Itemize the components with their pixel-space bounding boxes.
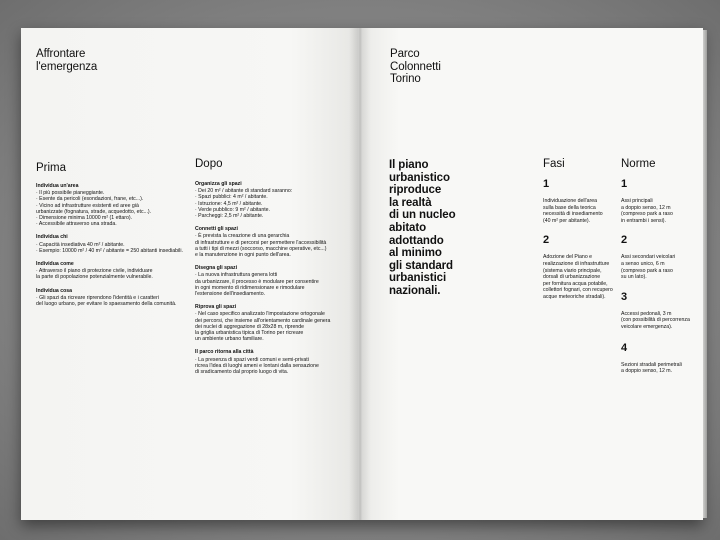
section-line: · È prevista la creazione di una gerarchia: [195, 233, 290, 240]
step-line: Adozione del Piano e: [543, 254, 593, 261]
step-line: (con possibilità di percorrenza: [621, 317, 690, 324]
section-line: la griglia urbanistica tipica di Torino per ricreare: [195, 330, 304, 337]
statement-line: la realtà: [389, 196, 432, 209]
section-line: · Accessibile attraverso una strada.: [36, 221, 117, 228]
section-title: Riprova gli spazi: [195, 304, 237, 311]
section-title: Disegna gli spazi: [195, 265, 238, 272]
section-line: · Attraverso il piano di protezione civile, individuare: [36, 268, 153, 275]
statement-line: di un nucleo: [389, 209, 456, 222]
title-line: Affrontare: [36, 48, 86, 60]
text-section: [195, 265, 350, 297]
section-line: · Dimensione minima 10000 m² (1 ettaro).: [36, 215, 133, 222]
step-line: a doppio senso, 12 m: [621, 204, 671, 211]
title-line: Parco: [390, 48, 420, 60]
fasi-heading: Fasi: [543, 158, 565, 170]
section-line: · La nuova infrastruttura genera lotti: [195, 272, 278, 279]
section-line: · La presenza di spazi verdi comuni e semi-privati: [195, 356, 309, 363]
section-line: del luogo urbano, per evitare lo spaesamento della comunità.: [36, 301, 177, 308]
statement: [389, 159, 456, 298]
section-line: · Vicino ad infrastrutture esistenti ed aree già: [36, 202, 139, 209]
page-edge: [703, 30, 707, 518]
open-booklet: [21, 28, 703, 520]
section-line: a tutti i tipi di mezzi (soccorso, macchine operative, etc...): [195, 245, 327, 252]
step-line: (compreso park a raso: [621, 267, 673, 274]
text-section: [195, 349, 350, 375]
section-line: di sradicamento dal proprio luogo di vita.: [195, 369, 289, 376]
step-line: dorsali di urbanizzazione: [543, 274, 601, 281]
section-line: · Nel caso specifico analizzato l'impostazione ortogonale: [195, 311, 325, 318]
text-section: [36, 183, 196, 227]
step-number: 1: [543, 178, 550, 190]
section-line: da urbanizzare, il processo è modulare per consentire: [195, 278, 319, 285]
step-number: 2: [621, 234, 628, 247]
section-line: la parte di popolazione potenzialmente vulnerabile.: [36, 274, 153, 281]
step-line: Accessi pedonali, 3 m: [621, 310, 672, 317]
section-line: ricrea l'idea di luoghi ameni e lontani dalla sensazione: [195, 362, 319, 369]
statement-line: nazionali.: [389, 284, 441, 297]
title-line: Colonnetti: [390, 60, 441, 73]
step-line: a doppio senso, 12 m.: [621, 368, 673, 375]
text-section: [36, 288, 196, 308]
section-line: · Gli spazi da ricreare riprendono l'identità e i caratteri: [36, 294, 159, 301]
section-line: · Istruzione: 4,5 m² / abitante.: [195, 200, 263, 207]
statement-line: adottando: [389, 234, 444, 247]
step-line: per fornitura acqua potabile,: [543, 280, 608, 287]
section-title: Individua cosa: [36, 287, 73, 294]
step-description: [621, 311, 701, 331]
step-line: (sistema viario principale,: [543, 267, 602, 274]
section-title: Individua chi: [36, 234, 68, 241]
text-section: [195, 181, 350, 219]
title-line: Torino: [390, 73, 421, 85]
section-line: · Esente da pericoli (esondazioni, frane, etc...).: [36, 196, 144, 203]
norme-heading: Norme: [621, 158, 656, 170]
section-line: dei nuclei di aggregazione di 28x28 m, riprende: [195, 323, 305, 330]
prima-heading: Prima: [36, 162, 67, 174]
text-section: [36, 234, 196, 254]
step-line: Assi secondari veicolari: [621, 254, 676, 261]
section-line: e la manutenzione in ogni punto dell'area.: [195, 252, 291, 259]
step-line: Individuazione dell'area: [543, 198, 598, 204]
section-title: Organizza gli spazi: [195, 181, 242, 187]
dopo-column: [195, 181, 350, 382]
step-description: [621, 362, 701, 375]
left-page: [21, 28, 358, 520]
section-title: Individua un'area: [36, 183, 79, 189]
step-line: realizzazione di infrastrutture: [543, 260, 610, 267]
section-line: · Spazi pubblici: 4 m² / abitante.: [195, 194, 268, 201]
text-section: [195, 304, 350, 342]
step-description: [543, 254, 625, 300]
text-section: [36, 261, 196, 281]
section-line: · Esempio: 10000 m² / 40 m² / abitante = 250 abitanti insediabili.: [36, 247, 183, 254]
text-section: [195, 226, 350, 258]
section-title: Individua come: [36, 261, 74, 268]
step-line: (40 m² per abitante).: [543, 217, 590, 224]
statement-line: riproduce: [389, 184, 442, 197]
step-line: in entrambi i sensi).: [621, 217, 666, 224]
step-line: collettori fognari, con recupero: [543, 287, 613, 294]
section-line: · Capacità insediativa 40 m² / abitante.: [36, 241, 125, 248]
statement-line: gli standard: [389, 259, 453, 272]
step-line: (compreso park a raso: [621, 211, 673, 218]
right-page: [358, 28, 703, 520]
statement-line: al minimo: [389, 247, 442, 260]
step-line: acque meteoriche stradali).: [543, 293, 606, 300]
step-line: su un lato).: [621, 274, 647, 281]
section-line: urbanizzate (fognatura, strade, acquedotto, etc...).: [36, 208, 152, 215]
step-line: Sezioni stradali perimetrali: [621, 361, 682, 368]
statement-line: urbanistico: [389, 171, 450, 184]
section-line: · Verde pubblico: 9 m² / abitante.: [195, 206, 270, 213]
step-line: Assi principali: [621, 198, 653, 204]
section-title: Connetti gli spazi: [195, 226, 238, 233]
step-line: a senso unico, 6 m: [621, 260, 665, 267]
step-description: [543, 198, 625, 224]
step-number: 4: [621, 341, 628, 354]
left-page-title: [36, 48, 97, 73]
title-line: l'emergenza: [36, 60, 98, 73]
step-line: necessità di insediamento: [543, 211, 603, 218]
section-line: in ogni momento di ridimensionare e rimodulare: [195, 284, 305, 291]
spine-shadow: [349, 28, 371, 520]
prima-column: [36, 183, 196, 314]
section-title: Il parco ritorna alla città: [195, 349, 254, 356]
statement-line: abitato: [389, 221, 426, 234]
step-description: [621, 198, 701, 224]
step-number: 3: [621, 290, 628, 303]
step-line: veicolare emergenza).: [621, 323, 673, 330]
section-line: · Il più possibile pianeggiante.: [36, 190, 105, 197]
section-line: dei percorsi, che insieme all'orientamento cardinale genera: [195, 317, 331, 324]
section-line: l'estensione dell'insediamento.: [195, 291, 266, 298]
right-page-title: [390, 48, 441, 86]
step-description: [621, 254, 701, 280]
statement-line: urbanistici: [389, 272, 447, 285]
dopo-heading: Dopo: [195, 158, 223, 170]
section-line: di infrastrutture e di percorsi per permettere l'accessibilità: [195, 239, 327, 246]
section-line: · Parcheggi: 2,5 m² / abitante.: [195, 213, 264, 220]
fasi-column: [543, 178, 625, 311]
section-line: un ambiente urbano familiare.: [195, 336, 264, 343]
norme-column: [621, 178, 701, 385]
section-line: · Dei 20 m² / abitante di standard saranno:: [195, 188, 293, 195]
step-line: sulla base della teorica: [543, 204, 596, 211]
step-number: 2: [543, 234, 550, 247]
step-number: 1: [621, 178, 628, 190]
statement-line: Il piano: [389, 159, 429, 171]
